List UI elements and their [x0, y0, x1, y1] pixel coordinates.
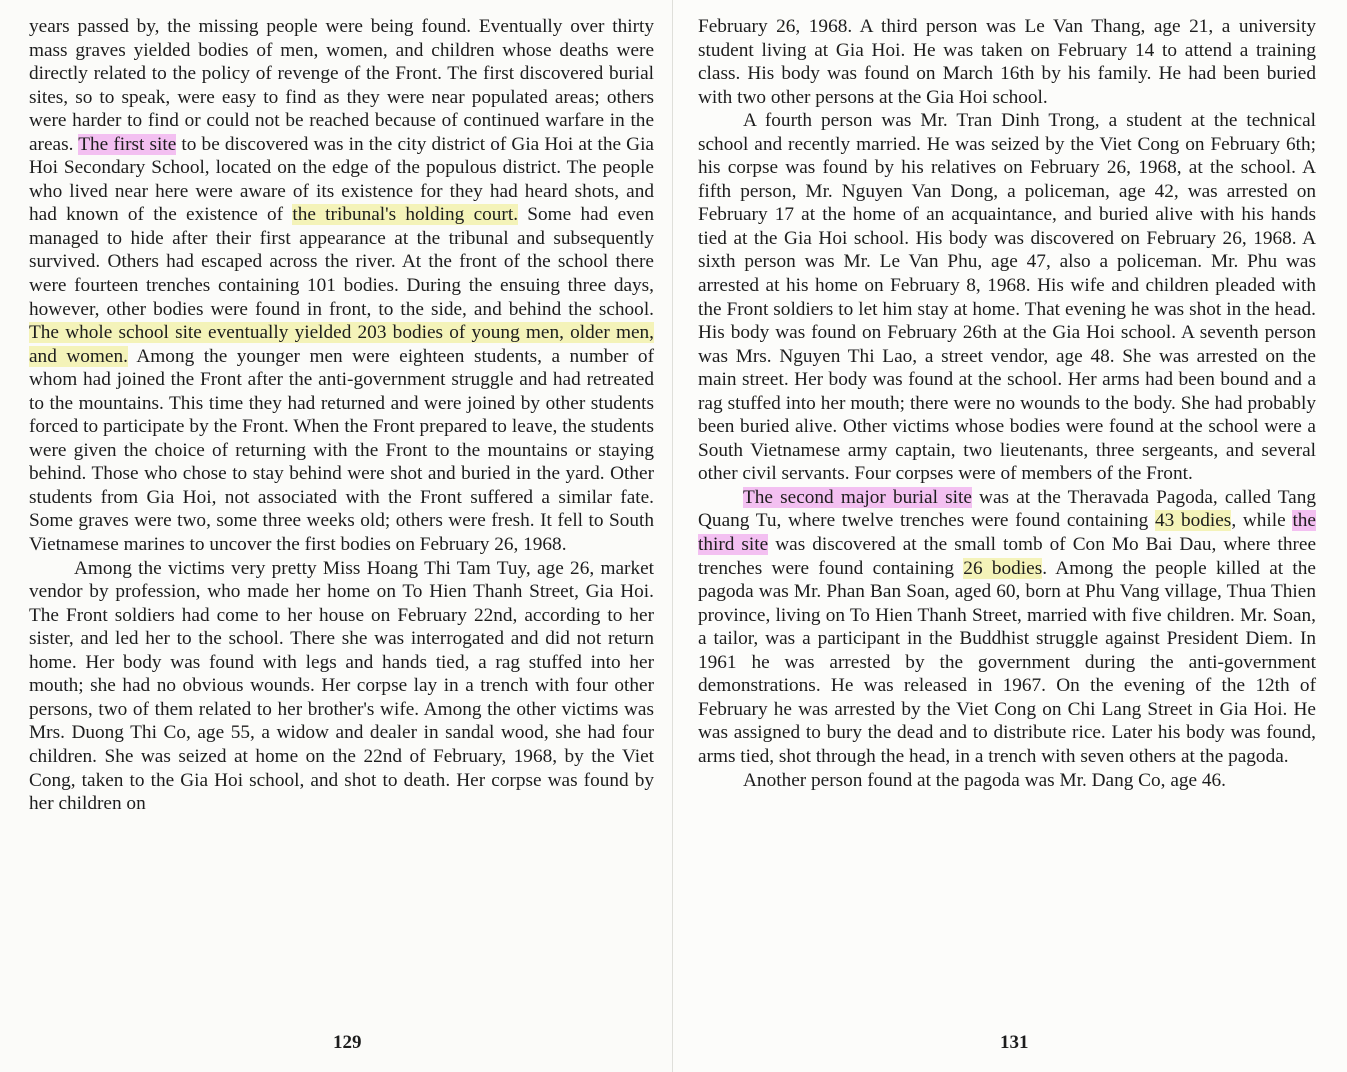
page-number: 129	[333, 1032, 362, 1053]
highlight-pink: The second major burial site	[743, 486, 972, 508]
text-run: Some had even managed to hide after their first appearance at the tribunal and subsequently survived. Others had escaped across the river. At the front of the school there were fourteen trenches containing 101 bodies. During the ensuing three days, however, other bodies were found in front, to the side, and behind the school.	[29, 204, 654, 320]
text-run: years passed by, the missing people were being found. Eventually over thirty mass graves yielded bodies of men, women, and children whose deaths were directly related to the policy of revenge of the Front. The first discovered burial sites, so to speak, were easy to find as they were near populated areas; others were harder to find or could not be reached because of continued warfare in the areas.	[29, 16, 654, 155]
highlight-pink: the third site	[698, 510, 1316, 556]
text-run: was discovered at the small tomb of Con Mo Bai Dau, where three trenches were found containing	[698, 534, 1317, 579]
text-run: , while	[1231, 510, 1293, 532]
right-paragraph-3	[698, 486, 1316, 769]
right-page-text	[698, 15, 1316, 792]
left-page-text	[29, 15, 654, 816]
text-run: to be discovered was in the city district of Gia Hoi at the Gia Hoi Secondary School, located on the edge of the populous district. The people who lived near here were aware of its existence for they had heard shots, and had known of the existence of	[29, 133, 654, 226]
highlight-yellow: The whole school site eventually yielded 203 bodies of young men, older men, and women.	[29, 322, 654, 367]
right-paragraph-4: Another person found at the pagoda was Mr. Dang Co, age 46.	[743, 769, 1226, 791]
text-run: . Among the people killed at the pagoda was Mr. Phan Ban Soan, aged 60, born at Phu Vang village, Thua Thien province, living on To Hien Thanh Street, married with five children. Mr. Soan, a tailor, was a participant in the Buddhist struggle against President Diem. In 1961 he was arrested by the government during the anti-government demonstrations. He was released in 1967. On the evening of the 12th of February he was arrested by the Viet Cong on Chi Lang Street in Gia Hoi. He was assigned to bury the dead and to distribute rice. Later his body was found, arms tied, shot through the head, in a trench with seven others at the pagoda.	[698, 557, 1316, 767]
highlight-yellow: 43 bodies	[1154, 510, 1232, 532]
highlight-yellow: 26 bodies	[963, 557, 1043, 579]
left-paragraph-2: Among the victims very pretty Miss Hoang Thi Tam Tuy, age 26, market vendor by profession, who made her home on To Hien Thanh Street, Gia Hoi. The Front soldiers had come to her house on February 22nd, according to her sister, and led her to the school. There she was interrogated and did not return home. Her body was found with legs and hands tied, a rag stuffed into her mouth; she had no obvious wounds. Her corpse lay in a trench with four other persons, two of them related to her brother's wife. Among the other victims was Mrs. Duong Thi Co, age 55, a widow and dealer in sandal wood, she had four children. She was seized at home on the 22nd of February, 1968, by the Viet Cong, taken to the Gia Hoi school, and shot to death. Her corpse was found by her children on	[29, 557, 654, 815]
text-run: Among the younger men were eighteen students, a number of whom had joined the Front after the anti-government struggle and had retreated to the mountains. This time they had returned and were joined by other students forced to participate by the Front. When the Front prepared to leave, the students were given the choice of returning with the Front to the mountains or staying behind. Those who chose to stay behind were shot and buried in the yard. Other students from Gia Hoi, not associated with the Front suffered a similar fate. Some graves were two, some three weeks old; others were fresh. It fell to South Vietnamese marines to uncover the first bodies on February 26, 1968.	[29, 345, 654, 556]
highlight-pink: The first site	[78, 133, 177, 155]
highlight-yellow: the tribunal's holding court.	[292, 204, 519, 226]
text-run: was at the Theravada Pagoda, called Tang Quang Tu, where twelve trenches were found containing	[698, 486, 1317, 532]
right-paragraph-1: February 26, 1968. A third person was Le Van Thang, age 21, a university student living at Gia Hoi. He was taken on February 14 to attend a training class. His body was found on March 16th by his family. He had been buried with two other persons at the Gia Hoi school.	[698, 16, 1316, 108]
left-page	[0, 0, 673, 1072]
right-paragraph-2: A fourth person was Mr. Tran Dinh Trong, a student at the technical school and recently married. He was seized by the Viet Cong on February 6th; his corpse was found by his relatives on February 26, 1968, at the school. A fifth person, Mr. Nguyen Van Dong, a policeman, age 42, was arrested on February 17 at the home of an acquaintance, and buried alive with his hands tied at the Gia Hoi school. His body was discovered on February 26, 1968. A sixth person was Mr. Le Van Phu, age 47, also a policeman. Mr. Phu was arrested at his home on February 8, 1968. His wife and children pleaded with the Front soldiers to let him stay at home. That evening he was shot in the head. His body was found on February 26th at the Gia Hoi school. A seventh person was Mrs. Nguyen Thi Lao, a street vendor, age 48. She was arrested on the main street. Her body was found at the school. Her arms had been bound and a rag stuffed into her mouth; there were no wounds to the body. She had probably been buried alive. Other victims whose bodies were found at the school were a South Vietnamese army captain, two lieutenants, three sergeants, and several other civil servants. Four corpses were of members of the Front.	[698, 110, 1316, 485]
left-paragraph-1	[29, 15, 654, 557]
page-number: 131	[1000, 1032, 1029, 1053]
right-page	[673, 0, 1347, 1072]
